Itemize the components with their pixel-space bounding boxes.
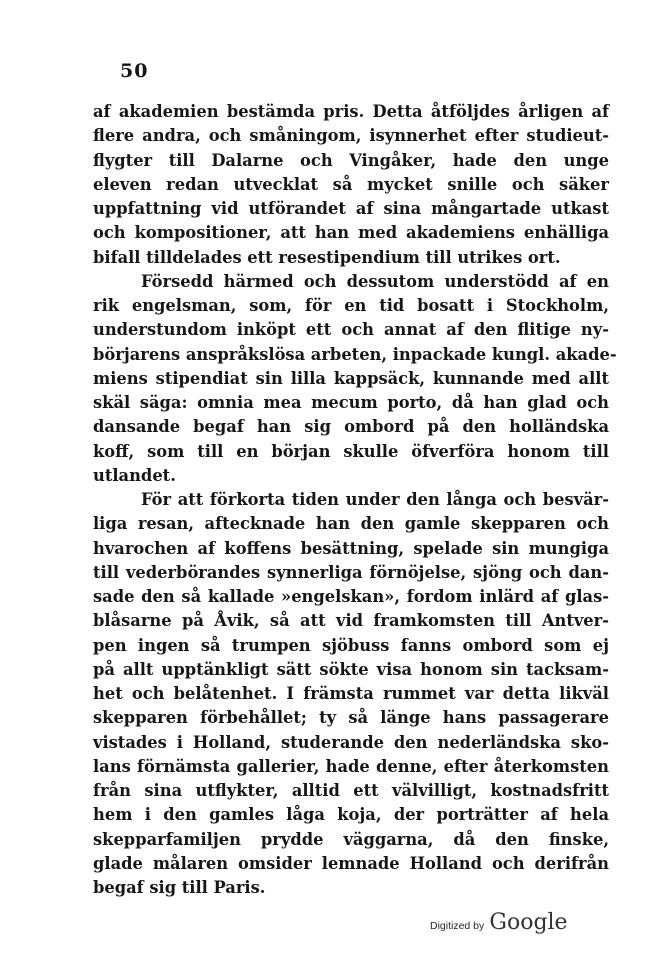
text-line: dansande begaf han sig ombord på den holländska	[93, 417, 609, 437]
text-line: hem i den gamles låga koja, der porträtter af hela	[93, 805, 609, 825]
digitized-by-watermark	[430, 910, 568, 935]
text-line: uppfattning vid utförandet af sina mångartade utkast	[93, 199, 609, 218]
text-line: till vederbörandes synnerliga förnöjelse, sjöng och dan-	[93, 562, 609, 582]
watermark-brand: Google	[489, 910, 568, 935]
body-text	[93, 100, 617, 900]
text-line: utlandet.	[93, 465, 176, 485]
text-line: bifall tilldelades ett resestipendium till utrikes ort.	[93, 247, 561, 267]
text-line: lans förnämsta gallerier, hade denne, efter återkomsten	[93, 756, 609, 776]
text-line: af akademien bestämda pris. Detta åtföljdes årligen af	[93, 102, 609, 121]
text-line: eleven redan utvecklat så mycket snille och säker	[93, 174, 609, 194]
text-line: skepparen förbehållet; ty så länge hans passagerare	[93, 708, 609, 728]
text-line: understundom inköpt ett och annat af den flitige ny-	[93, 320, 609, 340]
text-line: Försedd härmed och dessutom understödd af en	[141, 271, 609, 291]
text-line: börjarens anspråkslösa arbeten, inpackade kungl. akade-	[93, 344, 617, 364]
watermark-prefix: Digitized by	[430, 920, 485, 932]
text-line: flere andra, och småningom, isynnerhet efter studieut-	[93, 126, 609, 146]
text-line: pen ingen så trumpen sjöbuss fanns ombord som ej	[93, 635, 609, 655]
text-line: och kompositioner, att han med akademiens enhälliga	[93, 223, 609, 243]
text-line: flygter till Dalarne och Vingåker, hade den unge	[93, 150, 609, 170]
text-line: blåsarne på Åvik, så att vid framkomsten till Antver-	[93, 611, 609, 631]
text-line: på allt upptänkligt sätt sökte visa honom sin tacksam-	[93, 659, 609, 679]
text-line: liga resan, aftecknade han den gamle skepparen och	[93, 514, 609, 534]
text-line: För att förkorta tiden under den långa och besvär-	[141, 490, 609, 509]
text-line: skäl säga: omnia mea mecum porto, då han glad och	[93, 393, 609, 412]
text-line: skepparfamiljen prydde väggarna, då den finske,	[93, 829, 609, 849]
text-line: från sina utflykter, alltid ett välvilligt, kostnadsfritt	[93, 781, 609, 800]
text-line: miens stipendiat sin lilla kappsäck, kunnande med allt	[93, 368, 609, 388]
text-line: sade den så kallade »engelskan», fordom inlärd af glas-	[93, 587, 609, 606]
text-line: hvarochen af koffens besättning, spelade sin mungiga	[93, 538, 609, 558]
text-line: rik engelsman, som, för en tid bosatt i Stockholm,	[93, 296, 609, 315]
text-line: glade målaren omsider lemnade Holland och derifrån	[93, 853, 609, 873]
text-line: het och belåtenhet. I främsta rummet var detta likväl	[93, 684, 609, 703]
text-line: begaf sig till Paris.	[93, 878, 266, 897]
text-line: koff, som till en början skulle öfverföra honom till	[93, 441, 609, 461]
page-number: 50	[120, 60, 149, 82]
text-line: vistades i Holland, studerande den nederländska sko-	[93, 732, 609, 752]
